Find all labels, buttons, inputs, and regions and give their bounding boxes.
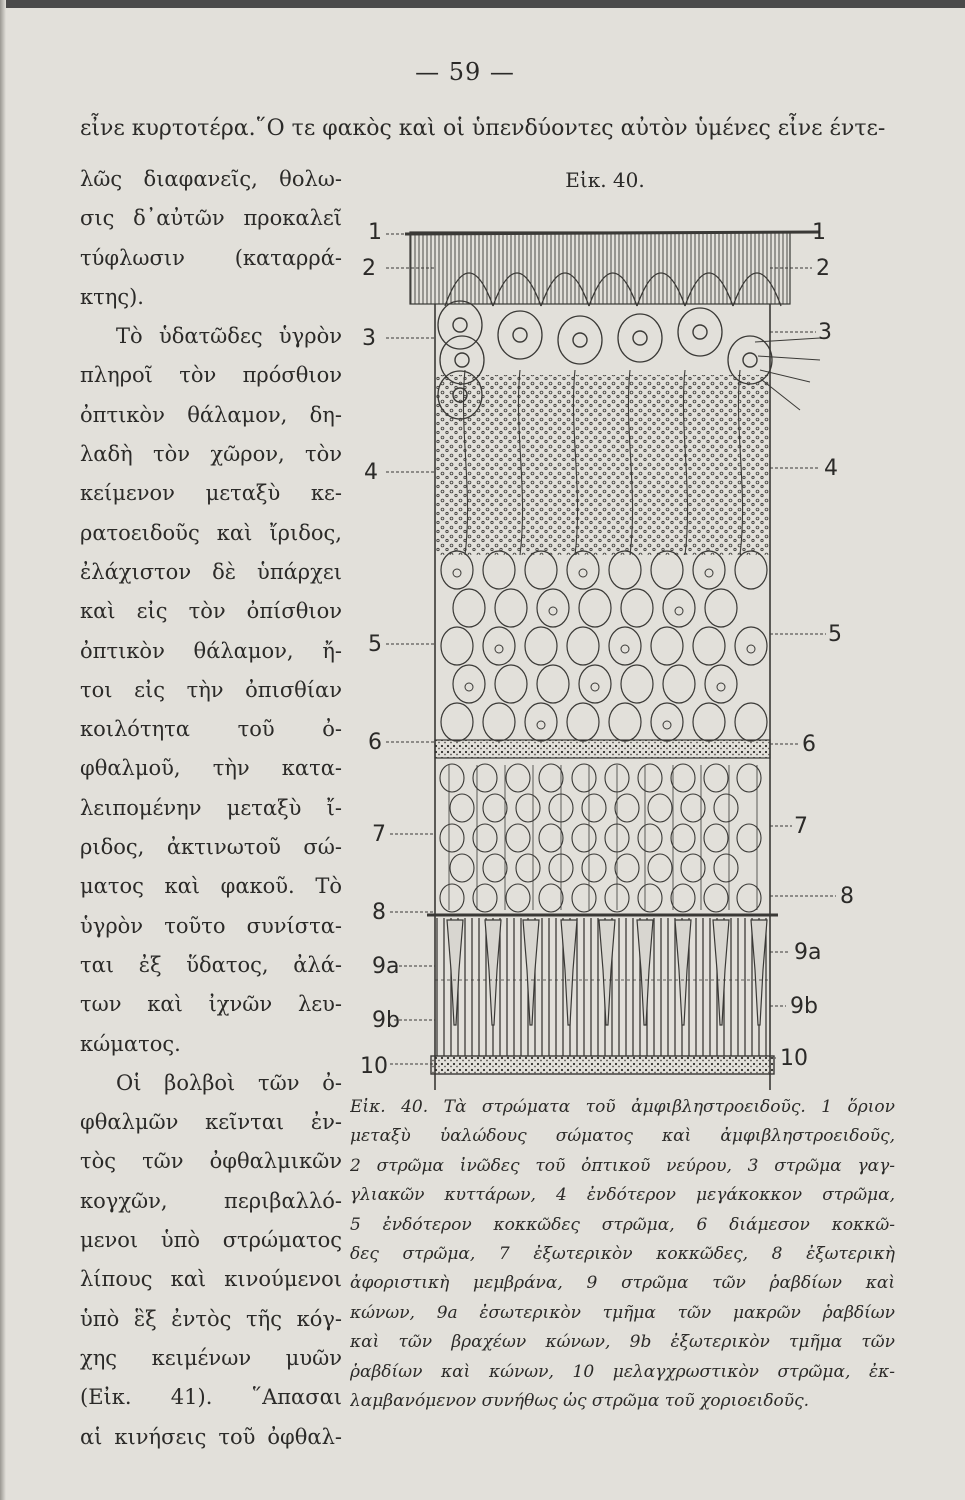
outer-nuclear-cell: [440, 884, 464, 912]
outer-nuclear-cell: [704, 824, 728, 852]
inner-nuclear-cell: [651, 551, 683, 589]
nerve-fibre-layer: [410, 232, 790, 304]
inner-nuclear-cell: [693, 551, 725, 589]
text-line: Τὸ ὑδατῶδες ὑγρὸν: [116, 324, 342, 349]
caption-line: καὶ τῶν βραχέων κώνων, 9b ἐξωτερικὸν τμῆμα τῶν: [350, 1332, 895, 1353]
ganglion-nucleus: [453, 318, 467, 332]
outer-nuclear-cell: [615, 854, 639, 882]
caption-line: δες στρῶμα, 7 ἐξωτερικὸν κοκκῶδες, 8 ἐξωτερικὴ: [350, 1243, 895, 1264]
inner-nuclear-cell: [537, 589, 569, 627]
inner-nuclear-cell: [453, 589, 485, 627]
outer-nuclear-cell: [582, 854, 606, 882]
page-number: — 59 —: [415, 58, 515, 86]
inner-nuclear-cell: [525, 703, 557, 741]
cell-nucleolus: [621, 645, 629, 653]
inner-nuclear-cell: [621, 589, 653, 627]
caption-line: Εἰκ. 40. Τὰ στρώματα τοῦ ἀμφιβληστροειδοῦς. 1 ὅριον: [350, 1097, 895, 1117]
cell-nucleolus: [537, 721, 545, 729]
inner-nuclear-cell: [663, 589, 695, 627]
figure-title: Εἰκ. 40.: [565, 168, 645, 192]
figure-label-right-6: 6: [802, 732, 816, 757]
outer-nuclear-cell: [704, 884, 728, 912]
figure-label-right-9a: 9a: [794, 940, 822, 965]
outer-nuclear-cell: [582, 794, 606, 822]
outer-nuclear-cell: [539, 824, 563, 852]
page-left-edge: [0, 0, 6, 1500]
outer-nuclear-cell: [671, 824, 695, 852]
caption-line: ῥαβδίων καὶ κώνων, 10 μελαγχρωστικὸν στρῶμα, ἐκ-: [350, 1361, 895, 1382]
outer-nuclear-cell: [572, 824, 596, 852]
outer-nuclear-cell: [506, 884, 530, 912]
inner-nuclear-cell: [567, 627, 599, 665]
text-line: πληροῖ τὸν πρόσθιον: [80, 363, 342, 388]
inner-nuclear-cell: [735, 703, 767, 741]
inner-nuclear-cell: [705, 665, 737, 703]
text-line: σις δ᾽αὐτῶν προκαλεῖ: [80, 206, 342, 231]
ganglion-cell: [618, 314, 662, 362]
inner-nuclear-cell: [735, 627, 767, 665]
ganglion-nucleus: [513, 328, 527, 342]
caption-line: κώνων, 9a ἐσωτερικὸν τμῆμα τῶν μακρῶν ῥαβδίων: [350, 1302, 895, 1323]
inner-plexiform-layer: [435, 375, 770, 555]
figure-label-left-9b: 9b: [372, 1008, 400, 1033]
outer-nuclear-cell: [704, 764, 728, 792]
inner-nuclear-cell: [705, 589, 737, 627]
text-line: ριδος, ἀκτινωτοῦ σώ-: [80, 835, 342, 860]
pigment-layer: [431, 1056, 774, 1074]
inner-nuclear-cell: [441, 551, 473, 589]
ganglion-cell: [558, 316, 602, 364]
figure-label-right-1: 1: [812, 220, 826, 245]
figure-label-left-5: 5: [368, 632, 382, 657]
cell-nucleolus: [591, 683, 599, 691]
inner-nuclear-cell: [495, 589, 527, 627]
inner-nuclear-cell: [441, 703, 473, 741]
cell-nucleolus: [549, 607, 557, 615]
figure-label-left-9a: 9a: [372, 954, 400, 979]
outer-nuclear-cell: [440, 824, 464, 852]
outer-nuclear-cell: [714, 794, 738, 822]
caption-line: λαμβανόμενον συνήθως ὡς στρῶμα τοῦ χοριοειδοῦς.: [350, 1390, 810, 1411]
inner-nuclear-cell: [483, 551, 515, 589]
ganglion-nucleus: [573, 333, 587, 347]
page-top-edge: [0, 0, 965, 8]
ganglion-nucleus: [743, 353, 757, 367]
figure-label-left-1: 1: [368, 220, 382, 245]
ganglion-cell: [498, 311, 542, 359]
inner-nuclear-cell: [537, 665, 569, 703]
text-line: καὶ εἰς τὸν ὀπίσθιον: [80, 599, 342, 624]
figure-label-left-6: 6: [368, 730, 382, 755]
inner-nuclear-cell: [525, 551, 557, 589]
inner-nuclear-cell: [663, 665, 695, 703]
caption-line: ἀφοριστικὴ μεμβράνα, 9 στρῶμα τῶν ῥαβδίων καὶ: [350, 1273, 895, 1294]
text-line: ὑγρὸν τοῦτο συνίστα-: [80, 913, 342, 938]
text-line: αἱ κινήσεις τοῦ ὀφθαλ-: [80, 1424, 342, 1449]
figure-label-left-2: 2: [362, 256, 376, 281]
text-line: ὑπὸ ἓξ ἐντὸς τῆς κόγ-: [80, 1306, 342, 1331]
inner-nuclear-cell: [525, 627, 557, 665]
inner-nuclear-cell: [579, 665, 611, 703]
figure-label-left-8: 8: [372, 900, 386, 925]
figure-label-right-4: 4: [824, 456, 838, 481]
figure-label-left-10: 10: [360, 1054, 388, 1079]
inner-nuclear-cell: [651, 627, 683, 665]
text-line: Οἱ βολβοὶ τῶν ὀ-: [116, 1070, 342, 1095]
figure-label-left-7: 7: [372, 822, 386, 847]
figure-label-right-2: 2: [816, 256, 830, 281]
outer-nuclear-cell: [648, 794, 672, 822]
inner-nuclear-cell: [609, 551, 641, 589]
figure-caption: [350, 1093, 895, 1416]
figure-label-right-3: 3: [818, 320, 832, 345]
inner-nuclear-cell: [567, 703, 599, 741]
inner-nuclear-cell: [621, 665, 653, 703]
cell-nucleolus: [465, 683, 473, 691]
outer-nuclear-cell: [671, 764, 695, 792]
outer-nuclear-cell: [506, 764, 530, 792]
inner-nuclear-cell: [609, 627, 641, 665]
ganglion-nucleus: [455, 353, 469, 367]
inner-limiting-membrane: [405, 232, 820, 234]
text-line: κτης).: [80, 284, 144, 309]
text-line: κείμενον μεταξὺ κε-: [80, 481, 342, 506]
inner-nuclear-cell: [579, 589, 611, 627]
text-line: λῶς διαφανεῖς, θολω-: [80, 167, 342, 191]
retina-layers-figure: [350, 210, 890, 1090]
outer-nuclear-cell: [483, 854, 507, 882]
text-line: των καὶ ἰχνῶν λευ-: [80, 992, 342, 1017]
inner-nuclear-cell: [453, 665, 485, 703]
text-line: χης κειμένων μυῶν: [80, 1345, 342, 1370]
outer-nuclear-cell: [539, 764, 563, 792]
outer-nuclear-cell: [638, 884, 662, 912]
text-line: λίπους καὶ κινούμενοι: [80, 1267, 342, 1292]
outer-nuclear-cell: [516, 854, 540, 882]
figure-label-right-5: 5: [828, 622, 842, 647]
outer-nuclear-cell: [440, 764, 464, 792]
outer-nuclear-cell: [506, 824, 530, 852]
outer-plexiform-layer: [435, 740, 770, 758]
cell-nucleolus: [705, 569, 713, 577]
outer-nuclear-cell: [572, 884, 596, 912]
inner-nuclear-cell: [441, 627, 473, 665]
outer-nuclear-cell: [483, 794, 507, 822]
figure-label-left-3: 3: [362, 326, 376, 351]
figure-label-right-9b: 9b: [790, 994, 818, 1019]
outer-nuclear-cell: [450, 854, 474, 882]
text-line: κοιλότητα τοῦ ὀ-: [80, 717, 342, 742]
cell-nucleolus: [675, 607, 683, 615]
figure-label-right-7: 7: [794, 814, 808, 839]
text-line: κογχῶν, περιβαλλό-: [80, 1188, 342, 1213]
text-line: ἐλάχιστον δὲ ὑπάρχει: [80, 559, 342, 584]
caption-line: 5 ἐνδότερον κοκκῶδες στρῶμα, 6 διάμεσον κοκκῶ-: [350, 1214, 895, 1235]
text-line: ται ἐξ ὕδατος, ἀλά-: [80, 952, 342, 977]
text-line: λειπομένην μεταξὺ ἴ-: [80, 795, 342, 820]
outer-nuclear-cell: [737, 884, 761, 912]
inner-nuclear-cell: [483, 703, 515, 741]
cell-nucleolus: [717, 683, 725, 691]
text-line: ρατοειδοῦς καὶ ἴριδος,: [80, 520, 342, 545]
cell-nucleolus: [495, 645, 503, 653]
text-line: τὸς τῶν ὀφθαλμικῶν: [80, 1149, 342, 1174]
inner-nuclear-cell: [693, 627, 725, 665]
outer-nuclear-cell: [572, 764, 596, 792]
ganglion-cell: [678, 308, 722, 356]
caption-line: 2 στρῶμα ἰνῶδες τοῦ ὀπτικοῦ νεύρου, 3 στρῶμα γαγ-: [350, 1155, 895, 1176]
text-line: ὀπτικὸν θάλαμον, δη-: [80, 402, 342, 427]
inner-nuclear-cell: [693, 703, 725, 741]
figure-label-left-4: 4: [364, 460, 378, 485]
outer-nuclear-cell: [648, 854, 672, 882]
ganglion-nucleus: [693, 325, 707, 339]
cell-nucleolus: [747, 645, 755, 653]
text-line: (Εἰκ. 41). ῞Απασαι: [80, 1385, 342, 1410]
caption-line: γλιακῶν κυττάρων, 4 ἐνδότερον μεγάκοκκον στρῶμα,: [350, 1185, 895, 1206]
inner-nuclear-cell: [609, 703, 641, 741]
text-line: τύφλωσιν (καταρρά-: [80, 245, 342, 270]
figure-label-right-10: 10: [780, 1046, 808, 1071]
inner-nuclear-cell: [651, 703, 683, 741]
text-line: ματος καὶ φακοῦ. Τὸ: [80, 874, 342, 899]
text-line: κώματος.: [80, 1031, 181, 1056]
left-text-column: [80, 160, 342, 1457]
outer-nuclear-cell: [638, 764, 662, 792]
text-line: ὀπτικὸν θάλαμον, ἤ-: [80, 638, 342, 663]
inner-nuclear-cell: [483, 627, 515, 665]
outer-nuclear-cell: [671, 884, 695, 912]
text-line: τοι εἰς τὴν ὀπισθίαν: [80, 677, 342, 702]
cell-nucleolus: [663, 721, 671, 729]
outer-nuclear-cell: [681, 854, 705, 882]
outer-nuclear-cell: [638, 824, 662, 852]
outer-nuclear-cell: [516, 794, 540, 822]
text-line: φθαλμοῦ, τὴν κατα-: [80, 756, 342, 781]
text-line: λαδὴ τὸν χῶρον, τὸν: [80, 442, 342, 467]
cell-nucleolus: [453, 569, 461, 577]
figure-label-right-8: 8: [840, 884, 854, 909]
caption-line: μεταξὺ ὑαλώδους σώματος καὶ ἀμφιβληστροειδοῦς,: [350, 1126, 895, 1147]
ganglion-nucleus: [633, 331, 647, 345]
outer-nuclear-cell: [714, 854, 738, 882]
outer-nuclear-cell: [737, 764, 761, 792]
inner-nuclear-cell: [567, 551, 599, 589]
inner-nuclear-cell: [495, 665, 527, 703]
outer-nuclear-cell: [539, 884, 563, 912]
inner-nuclear-cell: [735, 551, 767, 589]
retina-drawing: [386, 232, 836, 1090]
outer-nuclear-cell: [681, 794, 705, 822]
outer-nuclear-cell: [737, 824, 761, 852]
first-text-line: εἶνε κυρτοτέρα.῞Ο τε φακὸς καὶ οἱ ὑπενδύοντες αὐτὸν ὑμένες εἶνε έντε-: [80, 116, 886, 141]
cell-nucleolus: [579, 569, 587, 577]
outer-nuclear-cell: [450, 794, 474, 822]
text-line: φθαλμῶν κεῖνται ἐν-: [80, 1110, 342, 1135]
text-line: μενοι ὑπὸ στρώματος: [80, 1228, 342, 1253]
outer-nuclear-cell: [615, 794, 639, 822]
